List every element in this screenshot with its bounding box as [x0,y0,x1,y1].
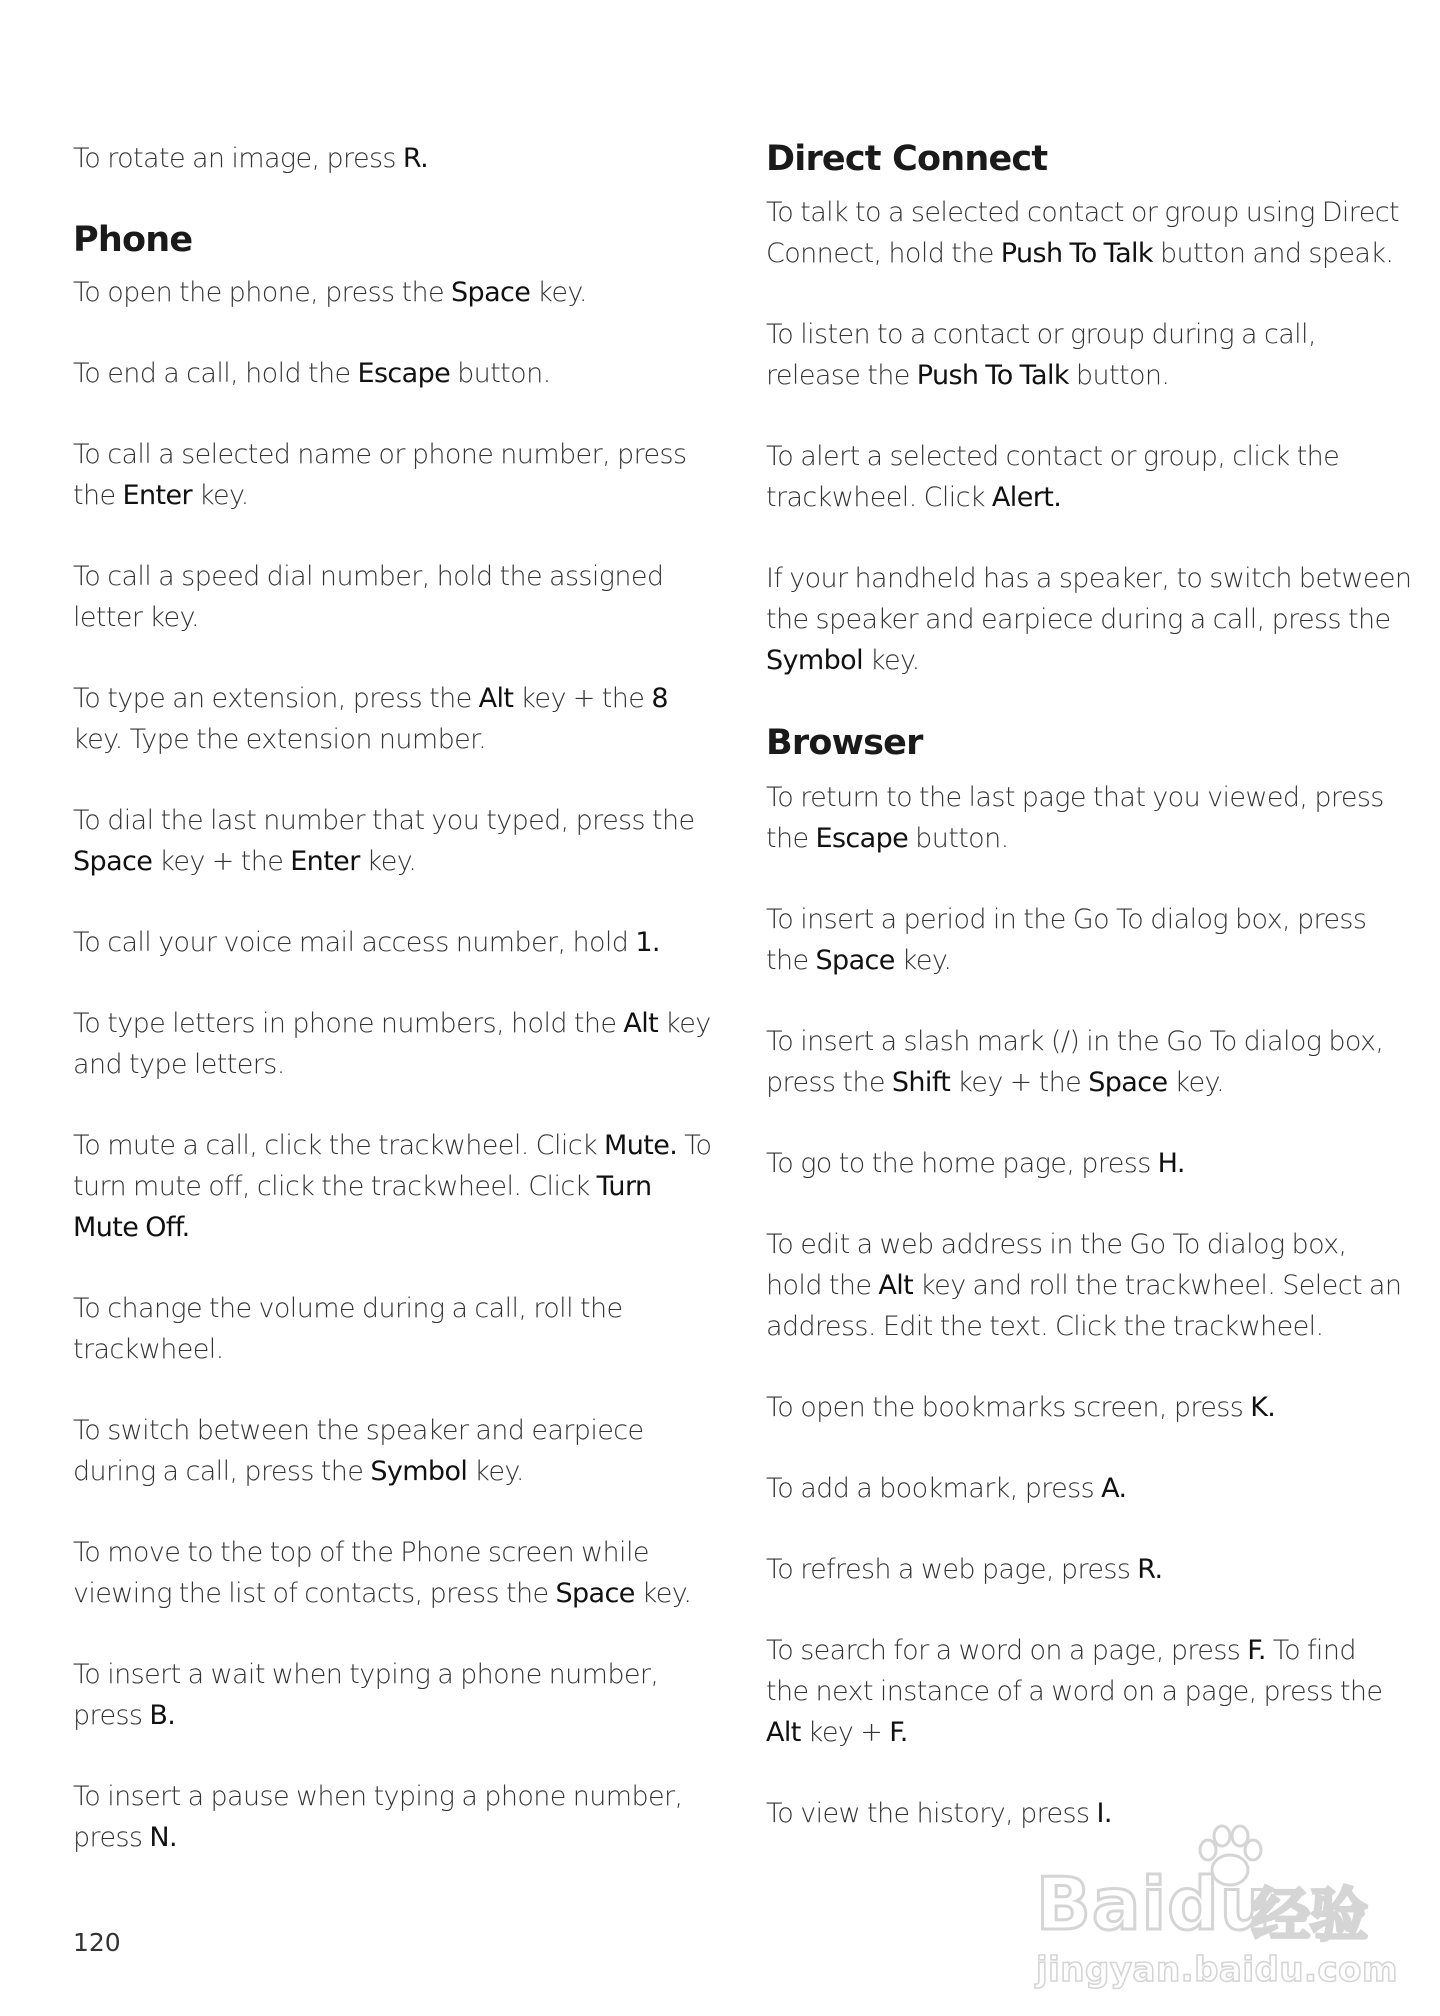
direct-connect-paragraph-list [766,192,1412,681]
key-term: Escape [357,358,451,389]
paragraph [766,436,1396,518]
text-line [766,1671,1396,1712]
text-line [73,1817,703,1858]
browser-paragraph-list [766,777,1402,1834]
text-line [766,1265,1402,1306]
text-line [766,192,1399,233]
key-term: R. [1137,1554,1163,1585]
text-line [73,922,703,963]
text-run: key. [530,277,587,308]
phone-paragraph-list [73,272,712,1858]
paragraph [73,1125,712,1248]
key-term: K. [1250,1392,1276,1423]
text-run: To switch between the speaker and earpiece [73,1415,644,1446]
text-line [766,818,1396,859]
text-line [766,599,1396,640]
key-term: I. [1096,1798,1112,1829]
key-term: Mute Off. [73,1212,190,1243]
paragraph [766,1021,1396,1103]
text-line [766,899,1396,940]
text-run: press the [766,1067,892,1098]
paragraph [766,558,1412,681]
browser-section [766,777,1402,1834]
paragraph [73,138,703,179]
key-term: Alt [766,1717,801,1748]
text-line [73,1532,703,1573]
text-run: key. [467,1456,524,1487]
text-line [73,1695,703,1736]
text-run: To insert a period in the Go To dialog box, press [766,904,1367,935]
text-run: If your handheld has a speaker, to switch between [766,563,1412,594]
text-run: the [73,480,123,511]
text-line [73,1410,703,1451]
watermark-brand-cn: 经验 [1252,1881,1369,1949]
text-run: turn mute off, click the trackwheel. Click [73,1171,597,1202]
text-run: button. [908,823,1009,854]
text-run: the speaker and earpiece during a call, press the [766,604,1391,635]
text-line [73,841,703,882]
text-run: To end a call, hold the [73,358,358,389]
text-run: button. [1068,360,1170,391]
text-line [766,233,1396,274]
direct-connect-heading [766,137,1396,181]
text-line [73,597,703,638]
text-run: release the [766,360,917,391]
paragraph [73,272,703,313]
text-run: trackwheel. Click [766,482,992,513]
watermark-brand [1036,1862,1272,1946]
text-run: To search for a word on a page, press [766,1635,1248,1666]
text-run: key. [1167,1067,1225,1098]
text-line [73,1125,712,1166]
text-run: key. Type the extension number. [73,724,487,755]
key-term: Symbol [766,645,863,676]
text-line [766,1630,1396,1671]
key-term: B. [149,1700,176,1731]
paragraph [766,1468,1396,1509]
key-term: Escape [815,823,909,854]
text-line [766,777,1396,818]
key-term: H. [1157,1148,1185,1179]
paragraph [766,1143,1396,1184]
text-run: To call a speed dial number, hold the assigned [73,561,664,592]
key-term: N. [149,1822,177,1853]
key-term: Push To Talk [916,360,1069,391]
key-term: F. [1247,1635,1266,1666]
text-run: To add a bookmark, press [766,1473,1102,1504]
baidu-jingyan-watermark [1030,1822,1398,1992]
text-line [73,272,703,313]
text-run: To find [1265,1635,1356,1666]
text-run: To type letters in phone numbers, hold the [73,1008,624,1039]
key-term: Alt [478,683,514,714]
text-run: the next instance of a word on a page, press the [766,1676,1383,1707]
text-run: key + the [513,683,652,714]
text-line [766,477,1396,518]
text-run: press [73,1822,150,1853]
text-run: the [766,945,816,976]
text-run: and type letters. [73,1049,285,1080]
text-run: viewing the list of contacts, press the [73,1578,556,1609]
text-line [766,355,1396,396]
key-term: F. [889,1717,908,1748]
text-line [766,558,1412,599]
text-line [766,1021,1396,1062]
text-run: hold the [766,1270,879,1301]
paragraph [766,192,1399,274]
browser-heading [766,721,1396,765]
paragraph [73,434,703,516]
text-line [766,314,1396,355]
key-term: Symbol [370,1456,468,1487]
key-term: 8 [651,683,668,714]
text-run: To view the history, press [766,1798,1097,1829]
text-run: To insert a slash mark (/) in the Go To dialog box, [766,1026,1384,1057]
paragraph [73,678,703,760]
key-term: R. [402,143,429,174]
text-line [73,556,703,597]
key-term: Enter [290,846,360,877]
text-run: To dial the last number that you typed, press the [73,805,695,836]
paragraph [73,1410,703,1492]
text-line [73,800,703,841]
text-line [73,1207,703,1248]
text-run: To insert a pause when typing a phone number, [73,1781,683,1812]
paragraph [766,1549,1396,1590]
text-line [766,436,1396,477]
text-line [766,640,1396,681]
paragraph [766,1387,1396,1428]
text-run: To move to the top of the Phone screen while [73,1537,649,1568]
text-line [73,1654,703,1695]
paragraph [73,353,703,394]
phone-heading [73,218,703,262]
text-line [766,1143,1396,1184]
direct-connect-section [766,192,1412,681]
text-line [73,1166,703,1207]
text-line [73,1776,703,1817]
paragraph [73,1654,703,1736]
watermark-url: jingyan.baidu.com [1036,1950,1398,1990]
text-line [73,1329,703,1370]
text-run: Connect, hold the [766,238,1001,269]
text-run: To refresh a web page, press [766,1554,1138,1585]
text-line [73,353,703,394]
text-line [766,1712,1396,1753]
key-term: Push To Talk [1000,238,1153,269]
paragraph [73,922,703,963]
key-term: Enter [122,480,192,511]
text-run: To rotate an image, press [73,143,403,174]
watermark-brand-text: Bai [1036,1862,1168,1946]
paragraph [73,1532,703,1614]
watermark-brand-du: du [1167,1862,1272,1946]
paragraph [766,314,1396,396]
text-run: To insert a wait when typing a phone number, [73,1659,659,1690]
paragraph [766,1630,1396,1753]
text-run: To change the volume during a call, roll the [73,1293,623,1324]
text-run: key + the [950,1067,1089,1098]
paragraph [766,777,1396,859]
paragraph [766,899,1396,981]
text-run: To alert a selected contact or group, click the [766,441,1340,472]
key-term: Turn [596,1171,652,1202]
phone-section [73,272,712,1858]
text-line [766,1062,1396,1103]
text-run: To listen to a contact or group during a call, [766,319,1316,350]
text-run: To open the bookmarks screen, press [766,1392,1251,1423]
text-line [73,1003,711,1044]
text-run: button. [450,358,551,389]
section-heading: Phone [73,220,193,260]
section-heading: Direct Connect [766,139,1048,179]
text-run: letter key. [73,602,199,633]
text-run: button and speak. [1152,238,1394,269]
text-run: To call your voice mail access number, hold [73,927,636,958]
paragraph [73,1776,703,1858]
text-run: key. [862,645,920,676]
paragraph [73,556,703,638]
text-run: key + [800,1717,890,1748]
text-run: key. [634,1578,692,1609]
key-term: Space [815,945,895,976]
text-run: address. Edit the text. Click the trackwheel. [766,1311,1324,1342]
text-run: during a call, press the [73,1456,371,1487]
text-line [766,1468,1396,1509]
key-term: Alert. [991,482,1062,513]
text-line [73,434,703,475]
text-line [766,1224,1396,1265]
paragraph [73,800,703,882]
text-run: To mute a call, click the trackwheel. Click [73,1130,605,1161]
text-run: key. [191,480,249,511]
text-run: To call a selected name or phone number, press [73,439,687,470]
paragraph [73,1288,703,1370]
text-line [766,1306,1396,1347]
text-run: To talk to a selected contact or group using Direct [766,197,1399,228]
paragraph [73,1003,711,1085]
text-line [73,475,703,516]
key-term: Space [451,277,531,308]
text-run: To edit a web address in the Go To dialog box, [766,1229,1347,1260]
text-run: To return to the last page that you viewed, press [766,782,1384,813]
text-line [766,1387,1396,1428]
text-run: To [677,1130,712,1161]
page-number: 120 [73,1928,121,1957]
section-heading: Browser [766,723,923,763]
text-run: key. [359,846,417,877]
paragraph [766,1224,1402,1347]
key-term: Space [73,846,153,877]
text-line [73,1044,703,1085]
key-term: Alt [623,1008,659,1039]
key-term: A. [1101,1473,1127,1504]
text-line [73,1288,703,1329]
key-term: Space [1088,1067,1168,1098]
text-line [73,1451,703,1492]
text-run: key [658,1008,711,1039]
text-run: press [73,1700,150,1731]
text-line [73,1573,703,1614]
key-term: Alt [878,1270,914,1301]
text-run: key + the [152,846,291,877]
intro-paragraph [73,138,703,179]
text-run: trackwheel. [73,1334,224,1365]
text-run: To open the phone, press the [73,277,451,308]
text-run: To type an extension, press the [73,683,479,714]
key-term: Mute. [604,1130,678,1161]
text-run: key and roll the trackwheel. Select an [913,1270,1402,1301]
key-term: 1. [635,927,660,958]
text-line [766,1549,1396,1590]
text-run: key. [894,945,952,976]
text-line [766,940,1396,981]
text-run: To go to the home page, press [766,1148,1158,1179]
text-line [73,719,703,760]
key-term: Space [555,1578,635,1609]
text-run: the [766,823,816,854]
text-line [73,678,703,719]
key-term: Shift [891,1067,951,1098]
